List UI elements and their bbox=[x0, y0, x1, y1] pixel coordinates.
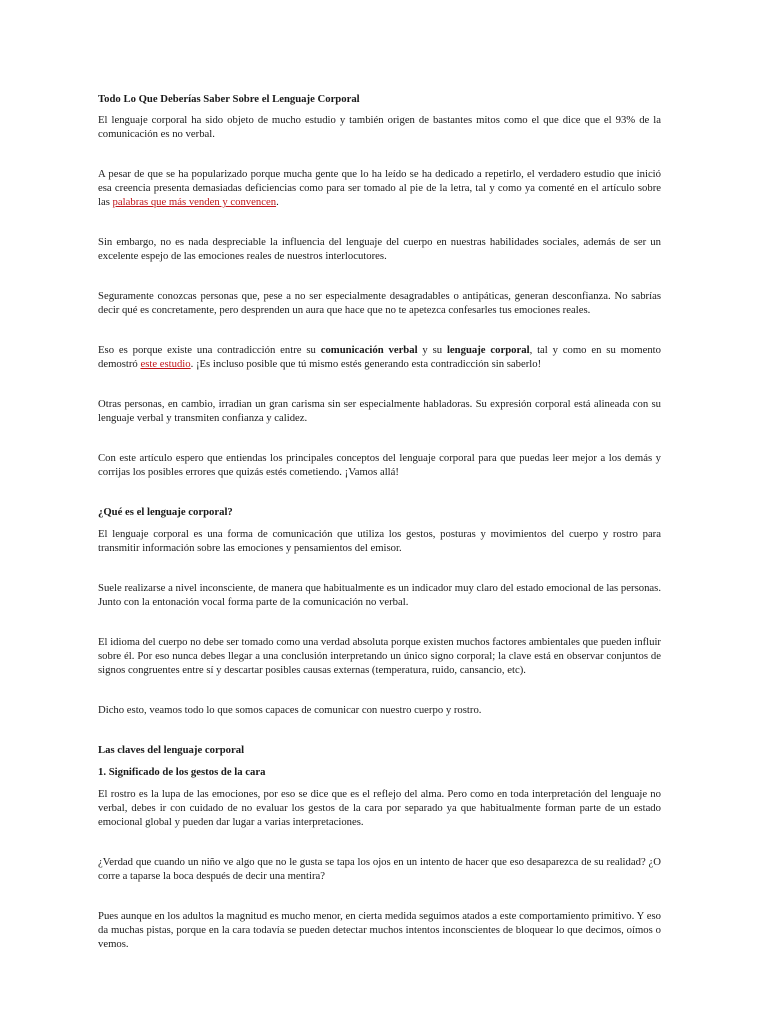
paragraph: Eso es porque existe una contradicción entre su comunicación verbal y su lenguaje corporal, tal y como en su momento demostró este estudio. ¡Es incluso posible que tú mismo estés generando esta contradicción sin saberlo! bbox=[98, 344, 661, 370]
paragraph: El idioma del cuerpo no debe ser tomado como una verdad absoluta porque existen muchos factores ambientales que pueden influir sobre él. Por eso nunca debes llegar a una conclusión interpretando un único signo corporal; la clave está en observar conjuntos de signos congruentes entre sí y descartar posibles causas externas (temperatura, ruido, cansancio, etc). bbox=[98, 636, 661, 676]
paragraph: Seguramente conozcas personas que, pese a no ser especialmente desagradables o antipáticas, generan desconfianza. No sabrías decir qué es concretamente, pero desprenden un aura que hace que no te apetezca confesarles tus emociones reales. bbox=[98, 290, 661, 316]
paragraph: ¿Verdad que cuando un niño ve algo que no le gusta se tapa los ojos en un intento de hacer que eso desaparezca de su realidad? ¿O corre a taparse la boca después de decir una mentira? bbox=[98, 856, 661, 882]
paragraph: A pesar de que se ha popularizado porque mucha gente que lo ha leído se ha dedicado a repetirlo, el verdadero estudio que inició esa creencia presenta demasiadas deficiencias como para ser tomado al pie de la letra, tal y como ya comenté en el artículo sobre las palabras que más venden y convencen. bbox=[98, 168, 661, 208]
document-body bbox=[98, 92, 661, 951]
document-title: Todo Lo Que Deberías Saber Sobre el Lenguaje Corporal bbox=[98, 93, 360, 105]
link-palabras-que-mas-venden[interactable]: palabras que más venden y convencen bbox=[112, 196, 277, 208]
paragraph: Suele realizarse a nivel inconsciente, de manera que habitualmente es un indicador muy claro del estado emocional de las personas. Junto con la entonación vocal forma parte de la comunicación no verbal. bbox=[98, 582, 661, 608]
paragraph: Dicho esto, veamos todo lo que somos capaces de comunicar con nuestro cuerpo y rostro. bbox=[98, 704, 482, 716]
section-heading: Las claves del lenguaje corporal bbox=[98, 744, 245, 756]
paragraph: El lenguaje corporal ha sido objeto de mucho estudio y también origen de bastantes mitos como el que dice que el 93% de la comunicación es no verbal. bbox=[98, 114, 661, 140]
paragraph: Pues aunque en los adultos la magnitud es mucho menor, en cierta medida seguimos atados a este comportamiento primitivo. Y eso da muchas pistas, porque en la cara todavía se pueden detectar muchos intentos inconscientes de bloquear lo que decimos, oímos o vemos. bbox=[98, 910, 661, 950]
paragraph: El lenguaje corporal es una forma de comunicación que utiliza los gestos, posturas y movimientos del cuerpo y rostro para transmitir información sobre las emociones y pensamientos del emisor. bbox=[98, 528, 661, 554]
bold-comunicacion-verbal: comunicación verbal bbox=[320, 344, 418, 356]
paragraph: El rostro es la lupa de las emociones, por eso se dice que es el reflejo del alma. Pero como en toda interpretación del lenguaje no verbal, debes ir con cuidado de no evaluar los gestos de la cara por separado ya que habitualmente forman parte de un estado emocional global y pueden dar lugar a varias interpretaciones. bbox=[98, 788, 661, 828]
paragraph: Sin embargo, no es nada despreciable la influencia del lenguaje del cuerpo en nuestras habilidades sociales, además de ser un excelente espejo de las emociones reales de nuestros interlocutores. bbox=[98, 236, 661, 262]
paragraph: Otras personas, en cambio, irradian un gran carisma sin ser especialmente habladoras. Su expresión corporal está alineada con su lenguaje verbal y transmiten confianza y calidez. bbox=[98, 398, 661, 424]
bold-lenguaje-corporal: lenguaje corporal bbox=[446, 344, 530, 356]
paragraph: Con este artículo espero que entiendas los principales conceptos del lenguaje corporal para que puedas leer mejor a los demás y corrijas los posibles errores que quizás estés cometiendo. ¡Vamos allá! bbox=[98, 452, 661, 478]
subsection-heading: 1. Significado de los gestos de la cara bbox=[98, 766, 266, 778]
link-este-estudio[interactable]: este estudio bbox=[140, 358, 191, 370]
section-heading: ¿Qué es el lenguaje corporal? bbox=[98, 506, 233, 518]
